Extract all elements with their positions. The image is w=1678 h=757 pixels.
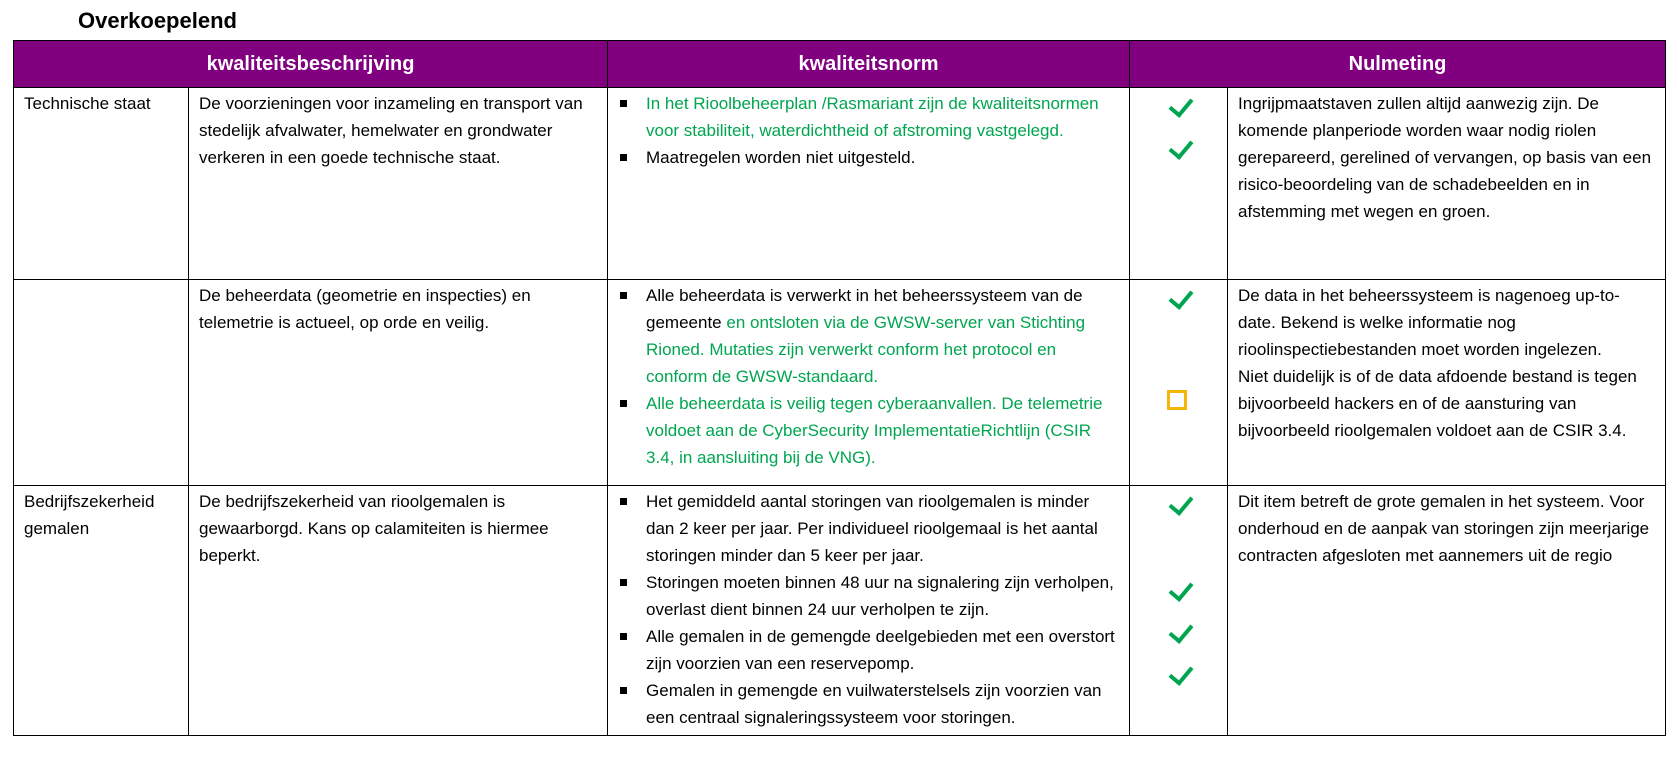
norm-item <box>646 282 1119 390</box>
empty-checkbox-icon <box>1167 390 1187 410</box>
description-cell: De voorzieningen voor inzameling en transport van stedelijk afvalwater, hemelwater en grondwater verkeren in een goede technische staat. <box>189 88 608 280</box>
description-cell: De beheerdata (geometrie en inspecties) en telemetrie is actueel, op orde en veilig. <box>189 280 608 486</box>
norm-cell <box>608 88 1130 280</box>
check-icon <box>1169 618 1194 644</box>
header-description: kwaliteitsbeschrijving <box>14 41 608 88</box>
header-baseline: Nulmeting <box>1130 41 1666 88</box>
check-icon <box>1169 490 1194 516</box>
norm-item: Het gemiddeld aantal storingen van rioolgemalen is minder dan 2 keer per jaar. Per individueel rioolgemaal is het aantal storingen minder dan 5 keer per jaar. <box>646 488 1119 569</box>
category-cell: Technische staat <box>14 88 189 280</box>
baseline-text: Niet duidelijk is of de data afdoende bestand is tegen bijvoorbeeld hackers en of de aansturing van bijvoorbeeld rioolgemalen voldoet aan de CSIR 3.4. <box>1238 367 1637 440</box>
baseline-text: De data in het beheerssysteem is nagenoeg up-to-date. Bekend is welke informatie nog rioolinspectiebestanden moet worden ingelezen. <box>1238 286 1620 359</box>
status-cell <box>1130 486 1228 736</box>
norm-cell <box>608 280 1130 486</box>
norm-cell <box>608 486 1130 736</box>
status-cell <box>1130 88 1228 280</box>
baseline-cell <box>1228 280 1666 486</box>
table-header-row <box>14 41 1666 88</box>
check-icon <box>1169 576 1194 602</box>
description-cell: De bedrijfszekerheid van rioolgemalen is gewaarborgd. Kans op calamiteiten is hiermee beperkt. <box>189 486 608 736</box>
norm-text-green: en ontsloten via de GWSW-server van Stichting Rioned. Mutaties zijn verwerkt conform het protocol en conform de GWSW-standaard. <box>646 313 1086 386</box>
check-icon <box>1169 284 1194 310</box>
check-icon <box>1169 134 1194 160</box>
norm-item: Alle gemalen in de gemengde deelgebieden met een overstort zijn voorzien van een reservepomp. <box>646 623 1119 677</box>
baseline-cell: Ingrijpmaatstaven zullen altijd aanwezig zijn. De komende planperiode worden waar nodig riolen gerepareerd, gerelined of vervangen, op basis van een risico-beoordeling van de schadebeelden en in afstemming met wegen en groen. <box>1228 88 1666 280</box>
norm-item: Alle beheerdata is veilig tegen cyberaanvallen. De telemetrie voldoet aan de CyberSecurity ImplementatieRichtlijn (CSIR 3.4, in aansluiting bij de VNG). <box>646 390 1119 471</box>
norm-item: In het Rioolbeheerplan /Rasmariant zijn de kwaliteitsnormen voor stabiliteit, waterdichtheid of afstroming vastgelegd. <box>646 90 1119 144</box>
baseline-cell: Dit item betreft de grote gemalen in het systeem. Voor onderhoud en de aanpak van storingen zijn meerjarige contracten afgesloten met aannemers uit de regio <box>1228 486 1666 736</box>
category-cell: Bedrijfszekerheid gemalen <box>14 486 189 736</box>
page-title: Overkoepelend <box>78 8 237 33</box>
status-cell <box>1130 280 1228 486</box>
norm-text: Alle beheerdata is verwerkt in het beheerssysteem van de gemeente <box>646 286 1083 332</box>
table-row <box>14 486 1666 736</box>
category-cell <box>14 280 189 486</box>
table-row <box>14 88 1666 280</box>
norm-item: Gemalen in gemengde en vuilwaterstelsels zijn voorzien van een centraal signaleringssysteem voor storingen. <box>646 677 1119 731</box>
norm-item: Storingen moeten binnen 48 uur na signalering zijn verholpen, overlast dient binnen 24 uur verholpen te zijn. <box>646 569 1119 623</box>
header-norm: kwaliteitsnorm <box>608 41 1130 88</box>
check-icon <box>1169 92 1194 118</box>
quality-table <box>13 40 1666 736</box>
norm-item: Maatregelen worden niet uitgesteld. <box>646 144 1119 171</box>
check-icon <box>1169 660 1194 686</box>
table-row <box>14 280 1666 486</box>
